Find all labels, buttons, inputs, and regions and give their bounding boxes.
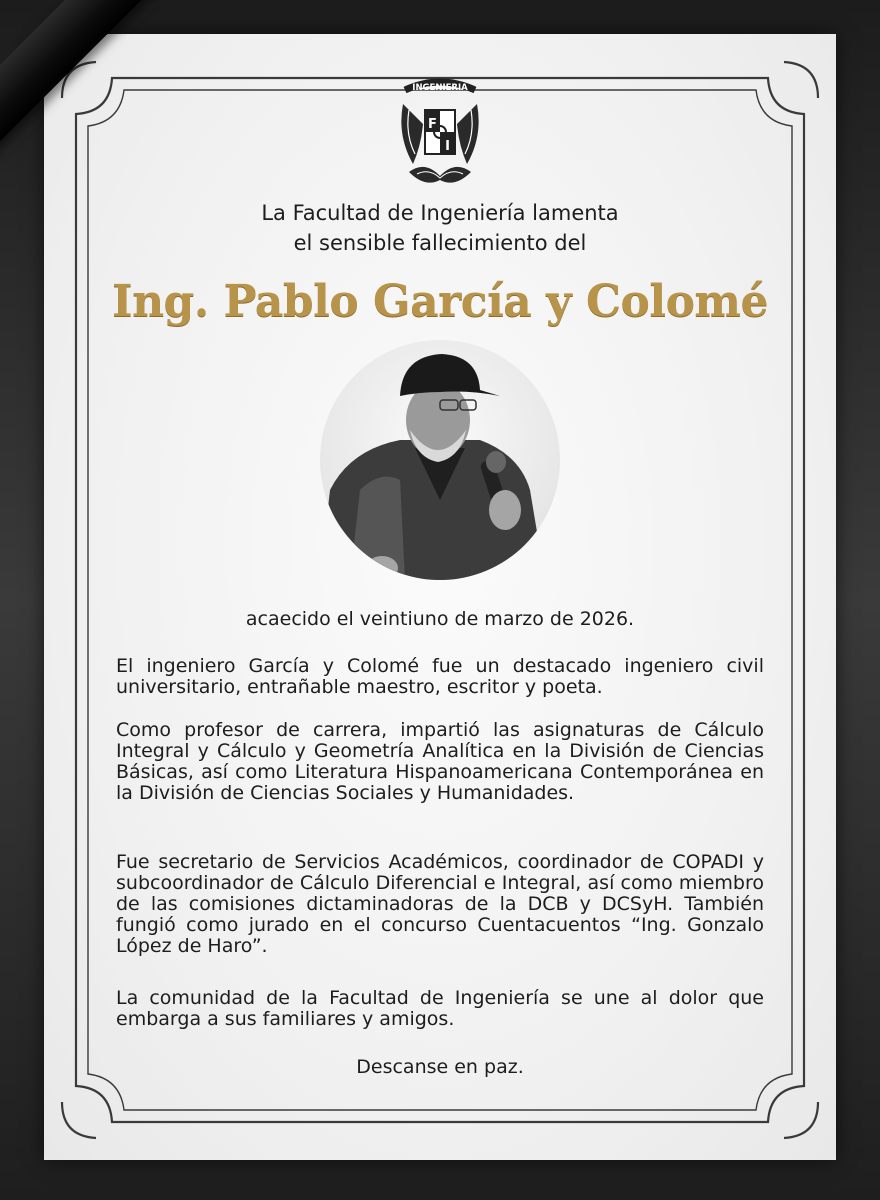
faculty-logo — [395, 76, 485, 192]
svg-text:I: I — [445, 139, 450, 154]
heading-line-1: La Facultad de Ingeniería lamenta — [261, 201, 619, 225]
paragraph-3: Fue secretario de Servicios Académicos, coordinador de COPADI y subcoordinador de Cálculo Diferencial e Integral, así como miembro de las comisiones dictaminadoras de la DCB y DCSyH. También fungió como jurado en el concurso Cuentacuentos “Ing. Gonzalo López de Haro”. — [116, 851, 764, 957]
portrait-photo — [320, 340, 560, 580]
paragraph-1: El ingeniero García y Colomé fue un destacado ingeniero civil universitario, entrañable maestro, escritor y poeta. — [116, 655, 764, 698]
closing-line: Descanse en paz. — [356, 1056, 524, 1078]
svg-text:F: F — [428, 117, 437, 132]
heading-line-2: el sensible fallecimiento del — [293, 231, 587, 255]
deceased-name: Ing. Pablo García y Colomé — [111, 276, 768, 327]
paragraph-2: Como profesor de carrera, impartió las asignaturas de Cálculo Integral y Cálculo y Geometría Analítica en la División de Ciencias Básicas, así como Literatura Hispanoamericana Contemporánea en la División de Ciencias Sociales y Humanidades. — [116, 719, 764, 804]
date-line: acaecido el veintiuno de marzo de 2026. — [245, 608, 635, 630]
logo-text: INGENIERIA — [412, 83, 468, 93]
paragraph-4: La comunidad de la Facultad de Ingeniería se une al dolor que embarga a sus familiares y amigos. — [116, 987, 764, 1030]
